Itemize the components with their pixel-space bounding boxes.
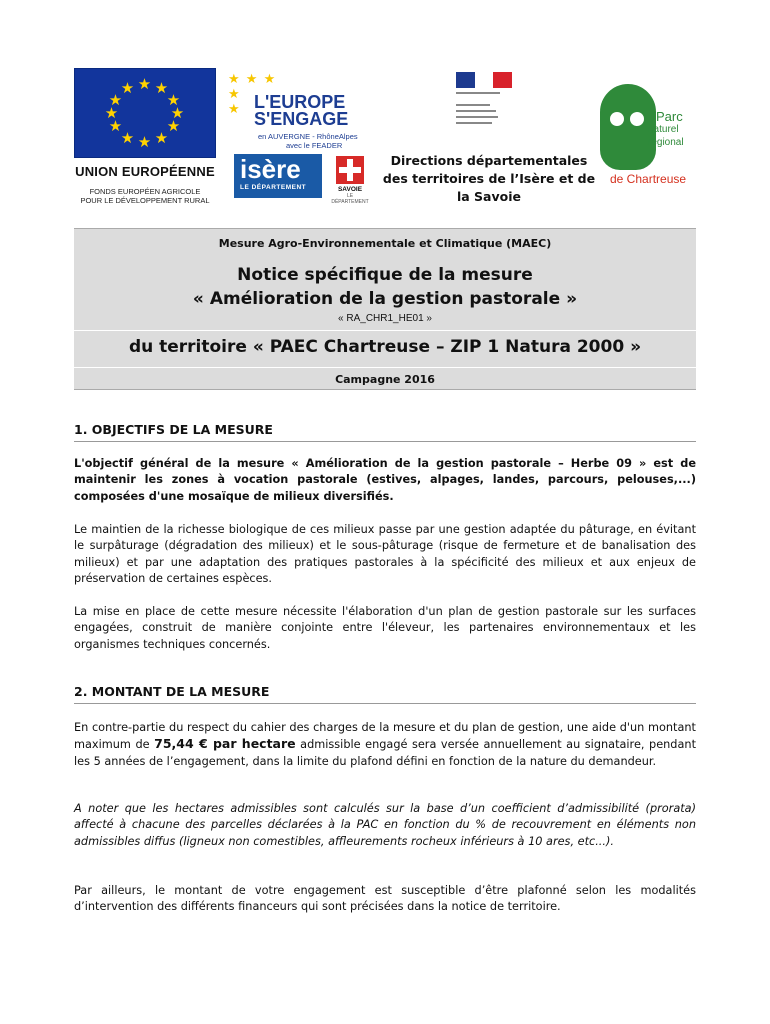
territoire-title: du territoire « PAEC Chartreuse – ZIP 1 Natura 2000 »: [128, 337, 642, 357]
notice-title: [74, 263, 696, 311]
directions-line2: des territoires de l’Isère et de: [382, 171, 596, 186]
parc-line4: de Chartreuse: [610, 172, 687, 186]
eu-logo: [74, 68, 216, 205]
ee-sub2: avec le FEADER: [286, 141, 343, 150]
parc-line3: régional: [648, 137, 684, 148]
montant-text-after: admissible engagé sera versée annuellement au signataire, pendant les 5 années de l’engagement, dans la limite du plafond défini en fonction de la nature du demandeur.: [74, 738, 696, 768]
stars-icon: ★ ★ ★ ★ ★: [228, 72, 277, 117]
isere-logo: [234, 154, 322, 198]
divider: [74, 330, 696, 331]
measure-code: « RA_CHR1_HE01 »: [338, 313, 432, 324]
eu-subtitle: [74, 187, 216, 205]
notice-title-line1: Notice spécifique de la mesure: [237, 265, 533, 285]
eu-sub-line2: POUR LE DÉVELOPPEMENT RURAL: [80, 196, 210, 205]
savoie-logo: [328, 156, 372, 205]
eu-flag-icon: ★ ★ ★ ★ ★ ★ ★ ★ ★ ★ ★ ★: [74, 68, 216, 158]
directions-text: [380, 152, 598, 206]
montant-note: A noter que les hectares admissibles sont calculés sur la base d’un coefficient d’admissibilité (prorata) affecté à chacune des parcelles déclarées à la PAC en fonction du % de recouvrement en éléments non admissibles diffus (ligneux non comestibles, affleurements rocheux inférieurs à 10 ares, etc...).: [74, 802, 696, 848]
notice-title-line2: « Amélioration de la gestion pastorale »: [192, 289, 578, 309]
parc-name: [648, 110, 684, 149]
rf-text-lines: [456, 92, 516, 124]
french-flag-icon: [456, 72, 512, 88]
directions-line1: Directions départementales: [390, 153, 588, 168]
logo-row: [0, 62, 770, 212]
savoie-name: SAVOIE: [337, 186, 363, 193]
parc-line2: naturel: [648, 124, 679, 135]
republique-francaise-logo: [456, 72, 516, 152]
directions-line3: la Savoie: [456, 189, 521, 204]
measure-header-box: [74, 228, 696, 390]
europe-engage-logo: [224, 72, 374, 152]
europe-engage-sub: [258, 132, 358, 150]
montant-text-before: En contre-partie du respect du cahier des charges de la mesure et du plan de gestion, une aide d'un montant maximum de: [74, 721, 696, 752]
ee-line2: S'ENGAGE: [254, 109, 349, 129]
parc-line1: Parc: [656, 109, 683, 124]
eu-title: UNION EUROPÉENNE: [75, 164, 215, 179]
parc-chartreuse-logo: [600, 84, 692, 192]
objectifs-paragraph-3: La mise en place de cette mesure nécessite l'élaboration d'un plan de gestion pastorale sur les surfaces engagées, construit de manière conjointe entre l'éleveur, les partenaires environnementaux et les organismes techniques concernés.: [74, 605, 696, 651]
eu-sub-line1: FONDS EUROPÉEN AGRICOLE: [89, 187, 201, 196]
objectifs-paragraph-2: Le maintien de la richesse biologique de ces milieux passe par une gestion adaptée du pâturage, en évitant le surpâturage (dégradation des milieux) et le sous-pâturage (risque de fermeture et de banalisation des milieux) et par une adaptation des pratiques pastorales à la spécificité des milieux et aux enjeux de préservation de certaines espèces.: [74, 523, 696, 586]
isere-name: isère: [240, 154, 301, 184]
campagne-label: Campagne 2016: [335, 373, 435, 386]
savoie-cross-icon: [336, 156, 364, 184]
montant-paragraph-3: Par ailleurs, le montant de votre engagement est susceptible d’être plafonné selon les modalités d’intervention des différents financeurs qui sont précisées dans la notice de territoire.: [74, 884, 696, 914]
divider: [74, 367, 696, 368]
europe-engage-title: [254, 94, 348, 128]
ee-sub1: en AUVERGNE - RhôneAlpes: [258, 132, 358, 141]
montant-amount: 75,44 € par hectare: [154, 736, 296, 752]
isere-sub: LE DÉPARTEMENT: [240, 184, 307, 191]
savoie-sub: LE DÉPARTEMENT: [331, 193, 369, 205]
section-title-objectifs: 1. OBJECTIFS DE LA MESURE: [74, 422, 696, 442]
objectifs-intro: L'objectif général de la mesure « Amélioration de la gestion pastorale – Herbe 09 » est de maintenir les zones à vocation pastorale (estives, alpages, landes, parcours, pelouses,...) composées d'une mosaïque de milieux diversifiés.: [74, 457, 696, 503]
maec-label: Mesure Agro-Environnementale et Climatique (MAEC): [218, 237, 552, 250]
ee-line1: L'EUROPE: [254, 92, 346, 112]
section-title-montant: 2. MONTANT DE LA MESURE: [74, 684, 696, 704]
montant-paragraph-1: [74, 720, 696, 770]
